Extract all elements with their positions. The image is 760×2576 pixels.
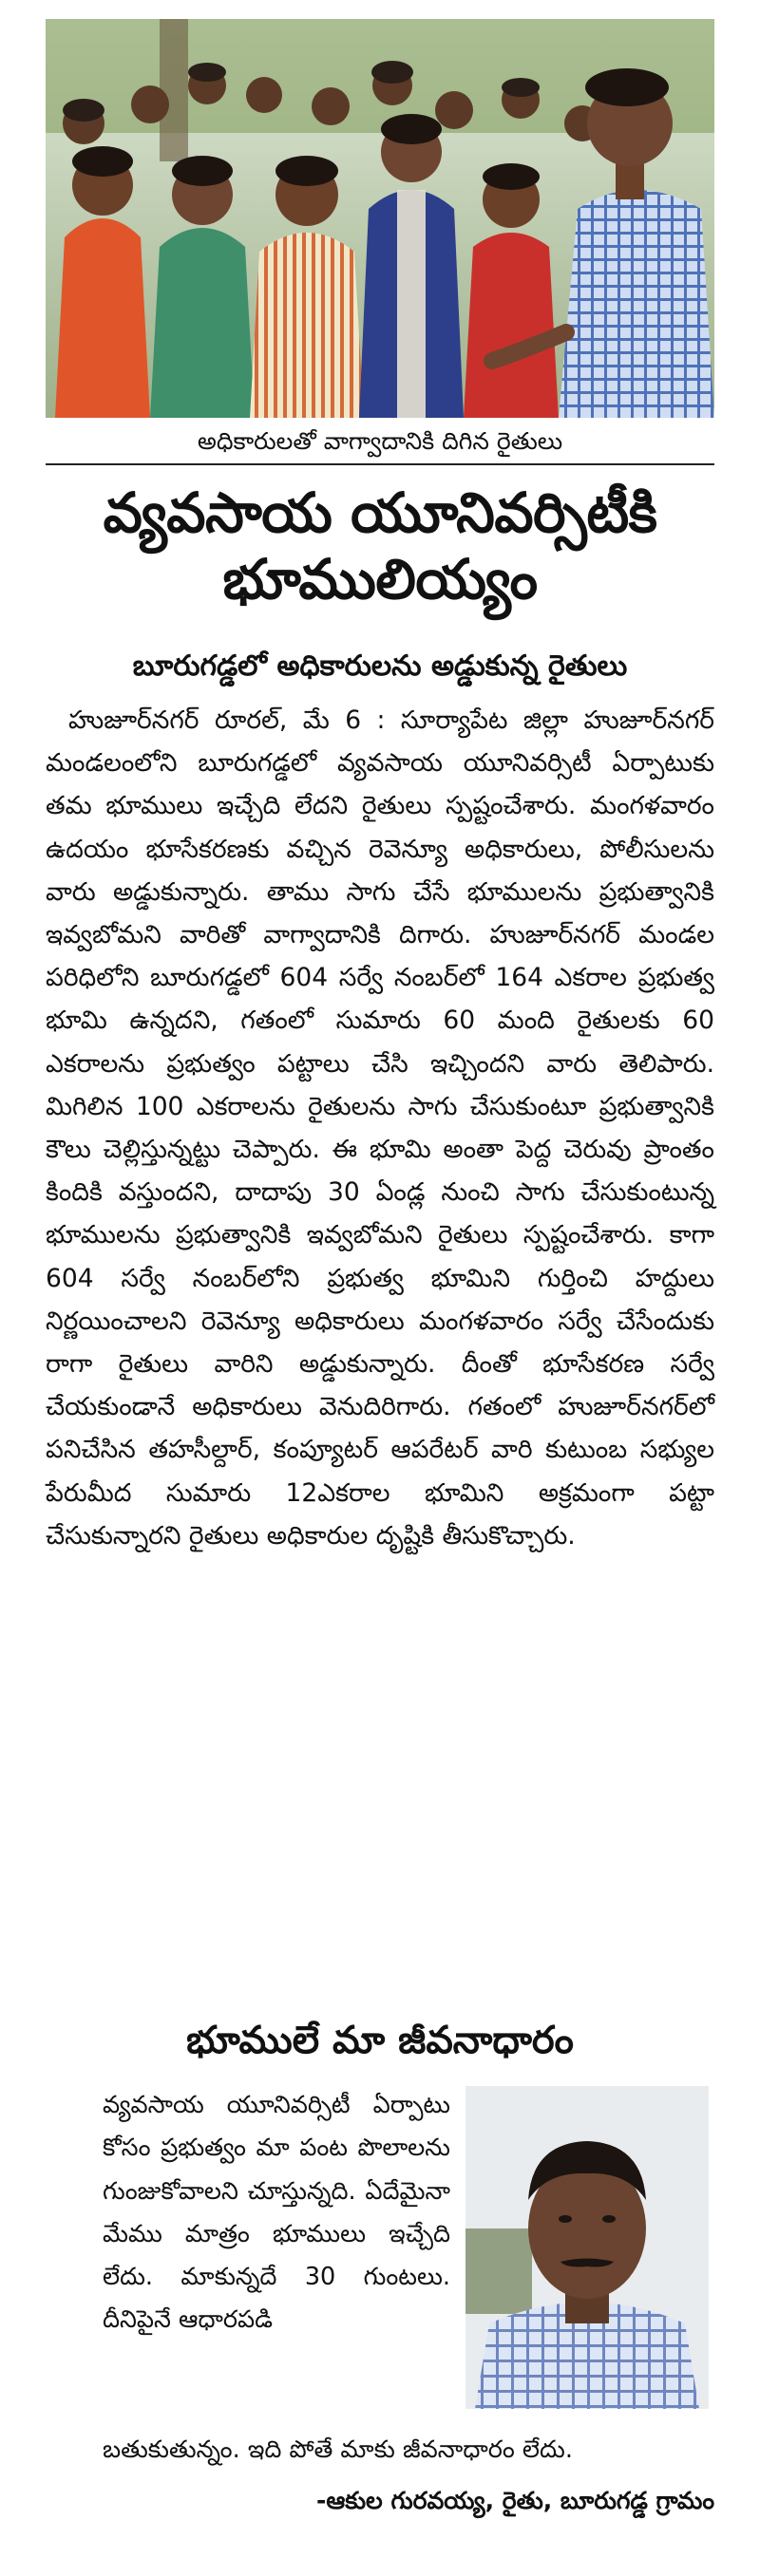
headline (46, 479, 714, 612)
sidebar-title: భూములే మా జీవనాధారం (186, 2019, 574, 2062)
article-paragraph: హుజూర్‌నగర్ రూరల్, మే 6 : సూర్యాపేట జిల్లా హుజూర్‌నగర్ మండలంలోని బూరుగడ్డలో వ్యవసాయ యూనివర్సిటీ ఏర్పాటుకు తమ భూములు ఇచ్చేది లేదని రైతులు స్పష్టంచేశారు. మంగళవారం ఉదయం భూసేకరణకు వచ్చిన రెవెన్యూ అధికారులు, పోలీసులను వారు అడ్డుకున్నారు. తాము సాగు చేసే భూములను ప్రభుత్వానికి ఇవ్వబోమని వారితో వాగ్వాదానికి దిగారు. హుజూర్‌నగర్ మండల పరిధిలోని బూరుగడ్డలో 604 సర్వే నంబర్‌లో 164 ఎకరాల ప్రభుత్వ భూమి ఉన్నదని, గతంలో సుమారు 60 మంది రైతులకు 60 ఎకరాలను ప్రభుత్వం పట్టాలు చేసి ఇచ్చిందని వారు తెలిపారు. మిగిలిన 100 ఎకరాలను రైతులను సాగు చేసుకుంటూ ప్రభుత్వానికి కౌలు చెల్లిస్తున్నట్టు చెప్పారు. ఈ భూమి అంతా పెద్ద చెరువు ప్రాంతం కిందికి వస్తుందని, దాదాపు 30 ఏండ్ల నుంచి సాగు చేసుకుంటున్న భూములను ప్రభుత్వానికి ఇవ్వబోమని రైతులు స్పష్టంచేశారు. కాగా 604 సర్వే నంబర్‌లోని ప్రభుత్వ భూమిని గుర్తించి హద్దులు నిర్ణయించాలని రెవెన్యూ అధికారులు మంగళవారం సర్వే చేసేందుకు రాగా రైతులు వారిని అడ్డుకున్నారు. దీంతో భూసేకరణ సర్వే చేయకుండానే అధికారులు వెనుదిరిగారు. గతంలో హుజూర్‌నగర్‌లో పనిచేసిన తహసీల్దార్, కంప్యూటర్ ఆపరేటర్ వారి కుటుంబ సభ్యుల పేరుమీద సుమారు 12ఎకరాల భూమిని అక్రమంగా పట్టా చేసుకున్నారని రైతులు అధికారుల దృష్టికి తీసుకొచ్చారు. (46, 705, 714, 1551)
divider (46, 463, 714, 465)
headline-line-2: భూములియ్యం (222, 547, 538, 611)
photo-caption: అధికారులతో వాగ్వాదానికి దిగిన రైతులు (197, 427, 563, 455)
farmer-quote-text: వ్యవసాయ యూనివర్సిటీ ఏర్పాటు కోసం ప్రభుత్వం మా పంట పొలాలను గుంజుకోవాలని చూస్తున్నది. ఏదేమైనా మేము మాత్రం భూములు ఇచ్చేది లేదు. మాకున్నదే 30 గుంటలు. దీనిపైనే ఆధారపడి (103, 2091, 450, 2335)
farmers-protest-photo (46, 19, 714, 418)
farmer-quote-end: బతుకుతున్నం. ఇది పోతే మాకు జీవనాధారం లేదు. (103, 2435, 573, 2464)
farmer-portrait-photo (466, 2086, 709, 2409)
subheadline: బూరుగడ్డలో అధికారులను అడ్డుకున్న రైతులు (132, 649, 628, 683)
article-body (46, 699, 714, 1557)
farmer-quote (103, 2084, 450, 2342)
quote-attribution: -ఆకుల గురవయ్య, రైతు, బూరుగడ్డ గ్రామం (315, 2487, 714, 2514)
headline-line-1: వ్యవసాయ యూనివర్సిటీకి (103, 480, 657, 545)
